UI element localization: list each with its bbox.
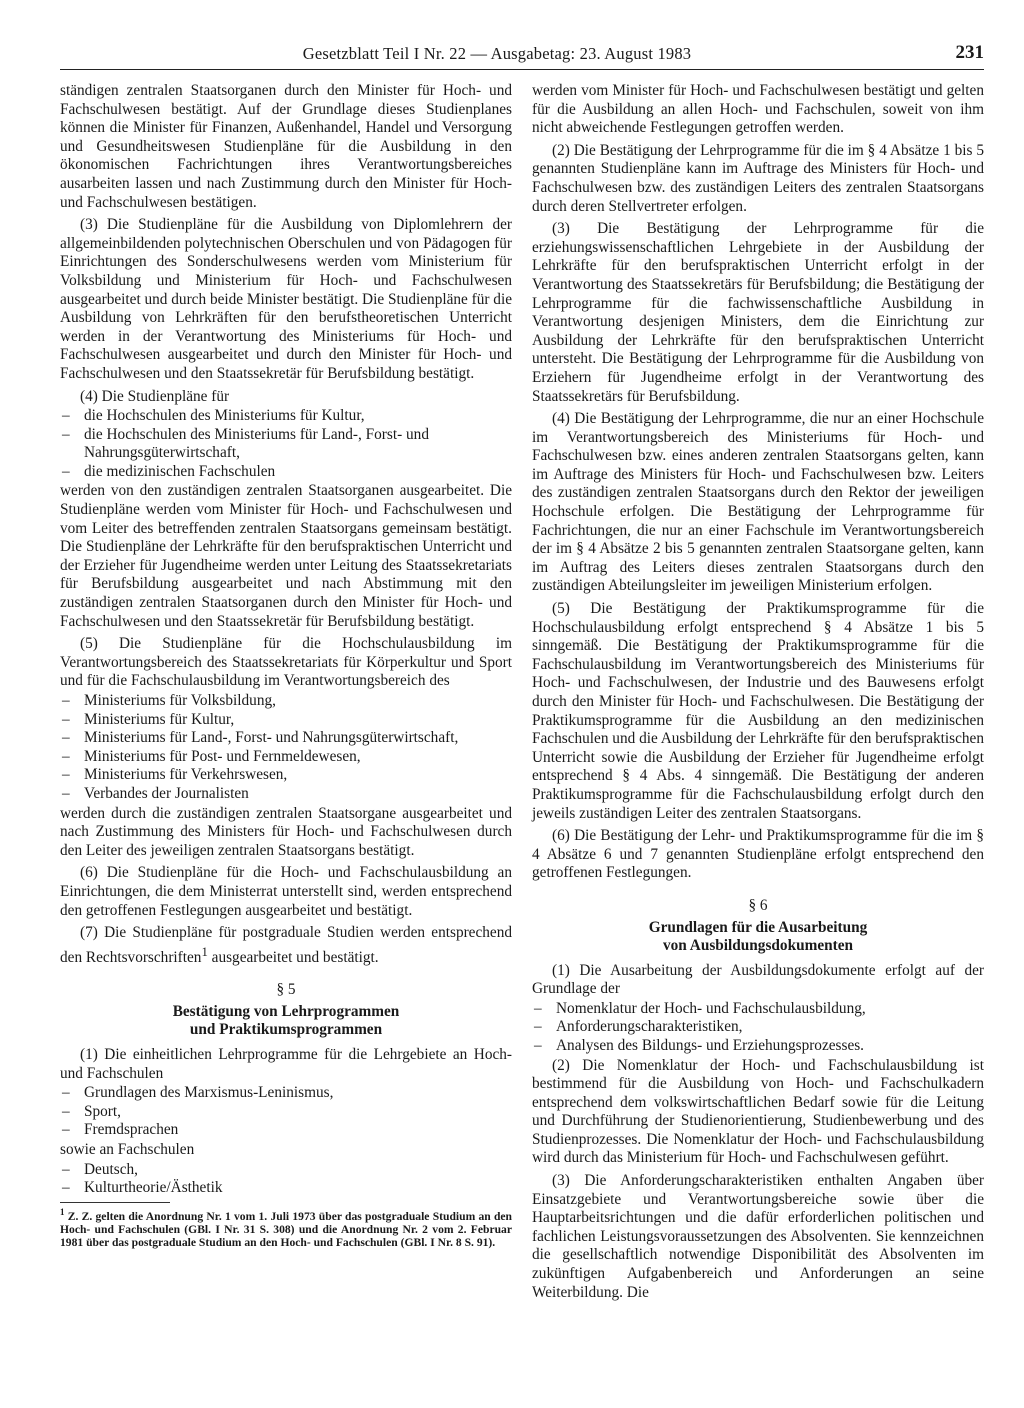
left-column	[60, 82, 512, 1249]
section-heading	[60, 981, 512, 1039]
paragraph-text: (7) Die Studienpläne für postgraduale Studien werden entsprechend den Rechtsvorschriften	[60, 924, 512, 966]
right-column	[532, 82, 984, 1306]
paragraph: werden vom Minister für Hoch- und Fachschulwesen bestätigt und gelten für die Ausbildung an allen Hoch- und Fachschulen, soweit von ihm nicht abweichende Festlegungen getroffen werden.	[532, 82, 984, 137]
list-item: – Fremdsprachen	[60, 1121, 512, 1140]
list-item: – Verbandes der Journalisten	[60, 785, 512, 804]
section-title: von Ausbildungsdokumenten	[662, 936, 854, 954]
dash-list	[532, 1000, 984, 1056]
footnote-number: 1	[60, 1206, 65, 1217]
paragraph: (1) Die einheitlichen Lehrprogramme für die Lehrgebiete an Hoch- und Fachschulen	[60, 1046, 512, 1082]
running-title: Gesetzblatt Teil I Nr. 22 — Ausgabetag: 23. August 1983	[302, 44, 692, 63]
paragraph: werden durch die zuständigen zentralen Staatsorgane ausgearbeitet und nach Zustimmung des Ministers für Hoch- und Fachschulwesen durch den Leiter des jeweiligen zentralen Staatsorgans bestätigt.	[60, 804, 512, 859]
footnote-text: Z. Z. gelten die Anordnung Nr. 1 vom 1. Juli 1973 über das postgraduale Studium an den Hoch- und Fachschulen (GBl. I Nr. 31 S. 308) und die Anordnung Nr. 2 vom 2. Februar 1981 über das postgraduale Studium an den Hoch- und Fachschulen (GBl. I Nr. 8 S. 91).	[60, 1209, 512, 1250]
paragraph: (3) Die Bestätigung der Lehrprogramme für die erziehungswissenschaftlichen Lehrgebiete in der Ausbildung der Lehrkräfte für den berufspraktischen Unterricht erfolgt in der Verantwortung des Staatssekretärs für Berufsbildung; die Bestätigung der Lehrprogramme für die fachwissenschaftliche Ausbildung in Verantwortung desjenigen Ministers, dem die Einrichtung zur Ausbildung der Lehrkräfte für den berufspraktischen Unterricht untersteht. Die Bestätigung der Lehrprogramme für die Ausbildung von Erziehern für Jugendheime erfolgt in der Verantwortung des Staatssekretärs für Berufsbildung.	[532, 220, 984, 405]
section-title: Grundlagen für die Ausarbeitung	[648, 918, 868, 936]
list-item: – die Hochschulen des Ministeriums für Land-, Forst- und Nahrungsgüterwirtschaft,	[60, 426, 512, 463]
footnote	[60, 1206, 512, 1249]
dash-list	[60, 692, 512, 804]
paragraph: (3) Die Studienpläne für die Ausbildung von Diplomlehrern der allgemeinbildenden polytechnischen Oberschulen und von Pädagogen für Einrichtungen des Sonderschulwesens werden vom Ministerium für Volksbildung und Ministerium für Hoch- und Fachschulwesen ausgearbeitet und durch beide Minister bestätigt. Die Studienpläne für die Ausbildung von Lehrkräften für den berufstheoretischen Unterricht werden in der Verantwortung des Ministeriums für Hoch- und Fachschulwesen ausgearbeitet und durch den Minister für Hoch- und Fachschulwesen und den Staatssekretär für Berufsbildung bestätigt.	[60, 216, 512, 382]
list-item: – Grundlagen des Marxismus-Leninismus,	[60, 1084, 512, 1103]
list-item: – Ministeriums für Volksbildung,	[60, 692, 512, 711]
paragraph: sowie an Fachschulen	[60, 1140, 195, 1158]
paragraph: werden von den zuständigen zentralen Staatsorganen ausgearbeitet. Die Studienpläne werden vom Minister für Hoch- und Fachschulwesen und vom Leiter des betreffenden zentralen Staatsorgans gemeinsam bestätigt. Die Studienpläne der Lehrkräfte für den berufspraktischen Unterricht und der Erzieher für Jugendheime werden unter Leitung des Staatssekretariats für Berufsbildung ausgearbeitet und nach Abstimmung mit den zuständigen zentralen Staatsorganen durch den Minister für Hoch- und Fachschulwesen und den Staatssekretär für Berufsbildung bestätigt.	[60, 482, 512, 630]
section-number: § 6	[748, 896, 768, 914]
paragraph-text: ausgearbeitet und bestätigt.	[207, 948, 379, 966]
footnote-rule	[60, 1202, 170, 1203]
paragraph: (3) Die Anforderungscharakteristiken enthalten Angaben über Einsatzgebiete und Verantwortungsbereiche sowie über die Hauptarbeitsrichtungen und die dafür erforderlichen politischen und fachlichen Leistungsvoraussetzungen des Absolventen. Sie kennzeichnen die gesellschaftlich notwendige Disponibilität des Absolventen im zukünftigen Aufgabenbereich und Anforderungen an seine Weiterbildung. Die	[532, 1172, 984, 1301]
header-rule	[60, 69, 984, 70]
list-item: – Ministeriums für Land-, Forst- und Nahrungsgüterwirtschaft,	[60, 729, 512, 748]
section-number: § 5	[276, 981, 296, 999]
paragraph: (5) Die Bestätigung der Praktikumsprogramme für die Hochschulausbildung erfolgt entsprechend § 4 Absätze 1 bis 5 sinngemäß. Die Bestätigung der Praktikumsprogramme für die Fachschulausbildung im Verantwortungsbereich des Ministeriums für Hoch- und Fachschulwesen, der Industrie und des Bauwesens erfolgt durch den Minister für Hoch- und Fachschulwesen. Die Bestätigung der Praktikumsprogramme für die Ausbildung an den medizinischen Fachschulen und die Ausbildung der Lehrkräfte für den berufspraktischen Unterricht sowie die Ausbildung der Erzieher für Jugendheime erfolgt entsprechend § 4 Abs. 4 sinngemäß. Die Bestätigung der anderen Praktikumsprogramme für die Fachschulausbildung erfolgt durch den jeweils zuständigen Leiter des zentralen Staatsorgans.	[532, 600, 984, 822]
list-item: – Kulturtheorie/Ästhetik	[60, 1179, 512, 1198]
list-item: – die medizinischen Fachschulen	[60, 463, 512, 482]
page-number: 231	[955, 42, 984, 63]
page-header	[60, 44, 984, 70]
paragraph: (4) Die Bestätigung der Lehrprogramme, die nur an einer Hochschule im Verantwortungsbereich des Ministeriums für Hoch- und Fachschulwesen bzw. eines anderen zentralen Staatsorgans gelten, kann im Auftrage des Ministers für Hoch- und Fachschulwesen bzw. Leiters des zuständigen zentralen Staatsorgans durch den Rektor der jeweiligen Hochschule erfolgen. Die Bestätigung der Lehrprogramme für Fachrichtungen, die nur an einer Fachschule im Verantwortungsbereich der im § 4 Absätze 2 bis 5 genannten zentralen Staatsorgane gelten, kann im Auftrag des Leiters dieses zentralen Staatsorgans durch den zuständigen Abteilungsleiter im jeweiligen Ministerium erfolgen.	[532, 410, 984, 595]
paragraph: (6) Die Studienpläne für die Hoch- und Fachschulausbildung an Einrichtungen, die dem Ministerrat unterstellt sind, werden entsprechend den getroffenen Festlegungen ausgearbeitet und bestätigt.	[60, 864, 512, 919]
section-heading	[532, 897, 984, 955]
list-item: – Ministeriums für Post- und Fernmeldewesen,	[60, 748, 512, 767]
paragraph: (2) Die Nomenklatur der Hoch- und Fachschulausbildung ist bestimmend für die Ausbildung von Hoch- und Fachschulkadern entsprechend dem volkswirtschaftlichen Bedarf sowie für die Leitung und Durchführung der Studienorientierung, Studienbewerbung und des Studienprozesses. Die Nomenklatur der Hoch- und Fachschulausbildung wird durch das Ministerium für Hoch- und Fachschulwesen geführt.	[532, 1056, 984, 1167]
list-item: – die Hochschulen des Ministeriums für Kultur,	[60, 407, 512, 426]
list-item: – Anforderungscharakteristiken,	[532, 1018, 984, 1037]
dash-list	[60, 1161, 512, 1198]
list-item: – Nomenklatur der Hoch- und Fachschulausbildung,	[532, 1000, 984, 1019]
section-title: und Praktikumsprogrammen	[189, 1021, 383, 1038]
paragraph: (5) Die Studienpläne für die Hochschulausbildung im Verantwortungsbereich des Staatssekretariats für Körperkultur und Sport und für die Fachschulausbildung im Verantwortungsbereich des	[60, 635, 512, 690]
paragraph: ständigen zentralen Staatsorganen durch den Minister für Hoch- und Fachschulwesen bestätigt. Auf der Grundlage dieses Studienplanes können die Minister für Finanzen, Außenhandel, Handel und Versorgung und Gesundheitswesen Studienpläne für die Ausbildung in den ökonomischen Fachrichtungen ihres Verantwortungsbereiches ausarbeiten lassen und nach Zustimmung durch den Minister für Hoch- und Fachschulwesen bestätigen.	[60, 82, 512, 211]
paragraph: (4) Die Studienpläne für	[80, 387, 230, 405]
dash-list	[60, 407, 512, 481]
list-item: – Ministeriums für Verkehrswesen,	[60, 766, 512, 785]
list-item: – Deutsch,	[60, 1161, 512, 1180]
footnote-marker: 1	[201, 944, 208, 959]
paragraph: (2) Die Bestätigung der Lehrprogramme für die im § 4 Absätze 1 bis 5 genannten Studienpläne kann im Auftrage des Ministers für Hoch- und Fachschulwesen bzw. des zuständigen Leiters des zentralen Staatsorgans durch deren Stellvertreter erfolgen.	[532, 141, 984, 215]
paragraph	[60, 924, 512, 967]
dash-list	[60, 1084, 512, 1140]
section-title: Bestätigung von Lehrprogrammen	[172, 1003, 400, 1020]
list-item: – Analysen des Bildungs- und Erziehungsprozesses.	[532, 1037, 984, 1056]
list-item: – Ministeriums für Kultur,	[60, 711, 512, 730]
paragraph: (1) Die Ausarbeitung der Ausbildungsdokumente erfolgt auf der Grundlage der	[532, 961, 984, 998]
list-item: – Sport,	[60, 1103, 512, 1122]
paragraph: (6) Die Bestätigung der Lehr- und Praktikumsprogramme für die im § 4 Absätze 6 und 7 genannten Studienpläne erfolgt entsprechend den getroffenen Festlegungen.	[532, 827, 984, 882]
